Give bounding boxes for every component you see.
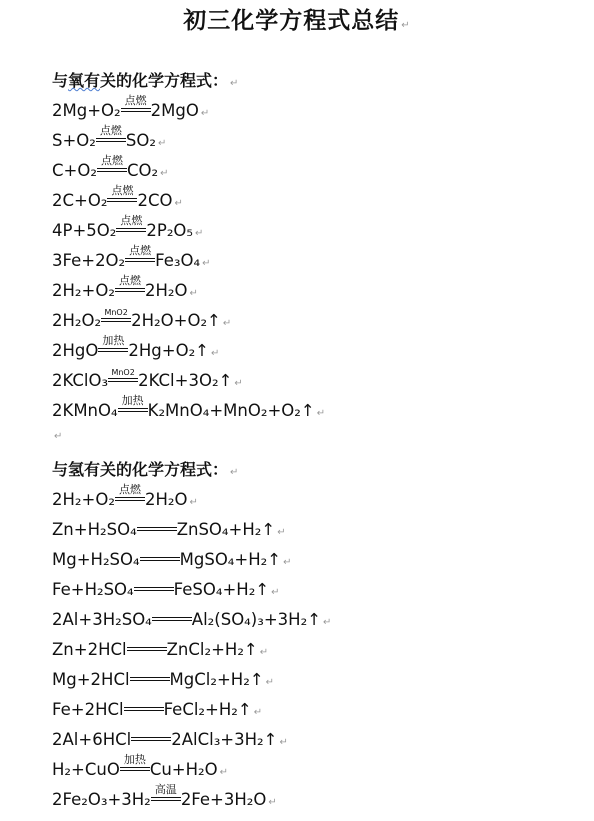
equals-sign [98, 334, 128, 356]
equation-reactants: 3Fe+2O₂ [52, 251, 126, 270]
equals-bars [151, 797, 181, 801]
equation-reactants: Fe+2HCl [52, 700, 124, 719]
paragraph-mark: ↵ [401, 20, 411, 31]
equals-sign [134, 587, 174, 595]
section-heading-text: 与氢有关的化学方程式： [52, 460, 229, 479]
equation-line [52, 609, 331, 634]
equation-products: MgSO₄+H₂↑ [179, 550, 282, 569]
equation-products: 2H₂O [144, 490, 188, 509]
equals-sign [118, 394, 148, 416]
equation-line [52, 334, 220, 365]
paragraph-mark: ↵ [279, 737, 288, 748]
equation-line [52, 310, 231, 335]
equals-sign [151, 783, 181, 805]
paragraph-mark: ↵ [219, 767, 229, 778]
equals-bars [152, 617, 192, 621]
reaction-condition: MnO2 [104, 308, 128, 317]
paragraph-mark: ↵ [277, 527, 286, 538]
equals-sign [97, 154, 127, 176]
equation-products: Al₂(SO₄)₃+3H₂↑ [191, 610, 322, 629]
section-heading-text: 氧有 [68, 71, 101, 90]
equation-line [52, 753, 229, 784]
equation-line [52, 94, 210, 125]
paragraph-mark: ↵ [189, 497, 198, 508]
equation-products: 2Hg+O₂↑ [128, 341, 210, 360]
paragraph-mark: ↵ [174, 198, 183, 209]
paragraph-mark: ↵ [230, 78, 239, 89]
equals-bars [97, 168, 127, 172]
equals-sign [120, 753, 150, 775]
equals-sign [130, 677, 170, 685]
paragraph-mark: ↵ [200, 108, 210, 119]
equals-bars [125, 258, 155, 262]
paragraph-mark: ↵ [234, 378, 243, 389]
equation-reactants: 2H₂+O₂ [52, 281, 115, 300]
equation-line [52, 370, 243, 395]
paragraph-mark: ↵ [323, 617, 332, 628]
equals-sign [116, 214, 146, 236]
reaction-condition: 点燃 [99, 124, 122, 137]
reaction-condition: 点燃 [124, 94, 147, 107]
equals-bars [115, 288, 145, 292]
equals-sign [137, 527, 177, 535]
reaction-condition: 高温 [154, 783, 177, 796]
paragraph-mark: ↵ [157, 138, 167, 149]
equals-sign [152, 617, 192, 625]
equation-reactants: 2KMnO₄ [52, 401, 118, 420]
equation-reactants: 2Fe₂O₃+3H₂ [52, 790, 151, 809]
equation-products: CO₂ [126, 161, 159, 180]
equals-bars [96, 138, 126, 142]
equals-sign [101, 308, 131, 326]
equals-sign [108, 368, 138, 386]
equals-bars [121, 108, 151, 112]
equation-products: ZnSO₄+H₂↑ [176, 520, 276, 539]
equals-bars [140, 557, 180, 561]
equals-bars [107, 198, 137, 202]
equation-products: 2CO [137, 191, 173, 210]
reaction-condition: 加热 [102, 334, 125, 347]
equals-bars [127, 647, 167, 651]
equation-reactants: Mg+2HCl [52, 670, 130, 689]
reaction-condition: 点燃 [129, 244, 152, 257]
equation-reactants: 4P+5O₂ [52, 221, 117, 240]
equation-reactants: 2H₂O₂ [52, 311, 102, 330]
equals-bars [118, 408, 148, 412]
paragraph-mark: ↵ [230, 467, 239, 478]
equation-products: 2H₂O [144, 281, 188, 300]
equation-line [52, 214, 204, 245]
paragraph-mark: ↵ [222, 318, 232, 329]
equation-reactants: 2Mg+O₂ [52, 101, 121, 120]
equation-reactants: 2HgO [52, 341, 99, 360]
equation-products: ZnCl₂+H₂↑ [166, 640, 258, 659]
equation-line [52, 394, 326, 425]
equation-reactants: 2Al+3H₂SO₄ [52, 610, 152, 629]
equation-products: MgCl₂+H₂↑ [169, 670, 264, 689]
equation-products: 2KCl+3O₂↑ [138, 371, 233, 390]
equals-sign [96, 124, 126, 146]
equation-line [52, 483, 198, 514]
paragraph-mark: ↵ [195, 228, 204, 239]
equation-reactants: 2Al+6HCl [52, 730, 132, 749]
paragraph-mark: ↵ [283, 557, 292, 568]
equals-sign [127, 647, 167, 655]
equation-products: 2P₂O₅ [146, 221, 194, 240]
equation-products: FeCl₂+H₂↑ [163, 700, 252, 719]
equals-bars [134, 587, 174, 591]
equation-line [52, 729, 288, 754]
equals-sign [125, 244, 155, 266]
equation-line [52, 244, 211, 275]
paragraph-mark: ↵ [265, 677, 275, 688]
equation-reactants: 2H₂+O₂ [52, 490, 115, 509]
equals-bars [124, 707, 164, 711]
equation-products: 2AlCl₃+3H₂↑ [171, 730, 278, 749]
reaction-condition: 点燃 [120, 214, 143, 227]
equals-sign [121, 94, 151, 116]
equation-reactants: Zn+2HCl [52, 640, 127, 659]
paragraph-mark: ↵ [268, 797, 277, 808]
equals-bars [98, 348, 128, 352]
reaction-condition: 点燃 [100, 154, 123, 167]
equation-reactants: C+O₂ [52, 161, 97, 180]
equation-products: SO₂ [125, 131, 156, 150]
reaction-condition: MnO2 [111, 368, 135, 377]
equation-products: 2MgO [150, 101, 199, 120]
reaction-condition: 点燃 [118, 274, 141, 287]
equation-products: Fe₃O₄ [155, 251, 201, 270]
paragraph-mark: ↵ [253, 707, 263, 718]
equation-line [52, 639, 268, 664]
paragraph-mark: ↵ [211, 348, 220, 359]
equation-line [52, 124, 167, 155]
paragraph-mark: ↵ [160, 168, 169, 179]
equals-sign [107, 184, 137, 206]
equation-reactants: S+O₂ [52, 131, 96, 150]
equation-products: Cu+H₂O [149, 760, 218, 779]
paragraph-mark: ↵ [54, 431, 63, 442]
equation-reactants: H₂+CuO [52, 760, 120, 779]
equation-products: K₂MnO₄+MnO₂+O₂↑ [147, 401, 315, 420]
equation-line [52, 549, 292, 574]
reaction-condition: 点燃 [111, 184, 134, 197]
equals-bars [120, 767, 150, 771]
equals-sign [115, 274, 145, 296]
equation-reactants: Zn+H₂SO₄ [52, 520, 137, 539]
equals-sign [115, 483, 145, 505]
equation-reactants: Fe+H₂SO₄ [52, 580, 134, 599]
equals-sign [131, 737, 171, 745]
paragraph-mark: ↵ [271, 587, 280, 598]
equals-bars [115, 497, 145, 501]
equals-sign [140, 557, 180, 565]
section-heading [52, 70, 238, 95]
equation-products: 2Fe+3H₂O [180, 790, 267, 809]
paragraph-mark: ↵ [202, 258, 211, 269]
paragraph-mark: ↵ [189, 288, 198, 299]
equation-reactants: Mg+H₂SO₄ [52, 550, 140, 569]
equation-line [52, 579, 280, 604]
equals-bars [116, 228, 146, 232]
equation-line [52, 154, 169, 185]
equation-line [52, 669, 274, 694]
reaction-condition: 加热 [121, 394, 144, 407]
paragraph-mark: ↵ [316, 408, 326, 419]
equation-line [52, 783, 277, 814]
equals-sign [124, 707, 164, 715]
equation-reactants: 2C+O₂ [52, 191, 108, 210]
section-heading-text: 与 [52, 71, 69, 90]
paragraph-mark: ↵ [259, 647, 269, 658]
section-heading-text: 关的化学方程式： [100, 71, 229, 90]
section-heading [52, 459, 238, 484]
equals-bars [130, 677, 170, 681]
equation-products: 2H₂O+O₂↑ [131, 311, 221, 330]
equation-products: FeSO₄+H₂↑ [173, 580, 270, 599]
reaction-condition: 点燃 [118, 483, 141, 496]
page-title: 初三化学方程式总结 ↵ [183, 8, 411, 34]
equals-bars [131, 737, 171, 741]
equation-line [52, 184, 183, 215]
equation-line [52, 519, 286, 544]
reaction-condition: 加热 [123, 753, 146, 766]
equation-line [52, 699, 262, 724]
equation-reactants: 2KClO₃ [52, 371, 109, 390]
equation-line [52, 274, 198, 305]
equals-bars [137, 527, 177, 531]
